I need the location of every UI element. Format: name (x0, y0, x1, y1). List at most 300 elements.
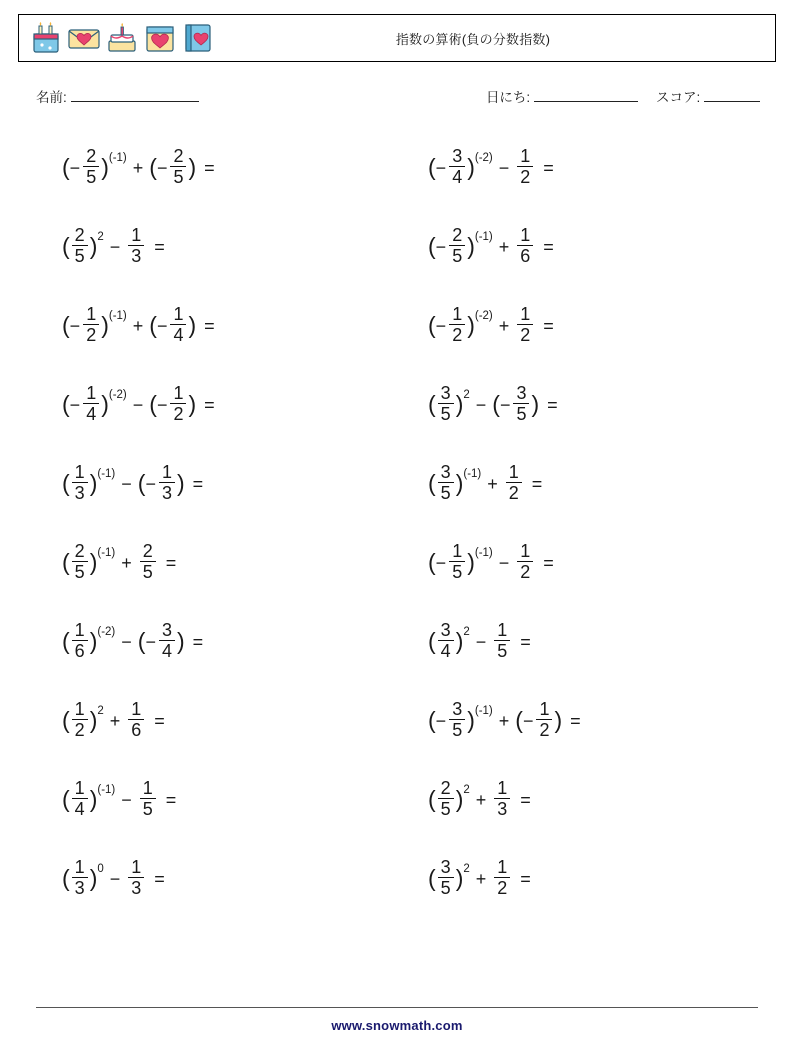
exponent: 2 (463, 862, 470, 875)
fraction-denominator: 4 (74, 799, 85, 819)
open-paren: ( (137, 470, 146, 496)
minus-sign: − (69, 315, 81, 336)
fraction (83, 383, 99, 424)
fraction-numerator: 1 (74, 619, 85, 640)
problem (410, 760, 766, 839)
expression (62, 147, 215, 188)
problem (410, 523, 766, 602)
expression (428, 779, 531, 820)
expression (428, 463, 542, 504)
problem (44, 681, 400, 760)
open-paren: ( (62, 628, 70, 654)
close-paren: ) (89, 865, 98, 891)
minus-sign: − (435, 157, 447, 178)
fraction-numerator: 3 (452, 145, 463, 166)
close-paren: ) (101, 312, 109, 338)
open-paren: ( (428, 233, 436, 259)
fraction-numerator: 1 (131, 856, 142, 877)
fraction-denominator: 5 (86, 167, 97, 187)
exponent: (-1) (474, 546, 493, 559)
expression (428, 621, 531, 662)
fraction-numerator: 3 (440, 461, 451, 482)
date-field-group (486, 86, 638, 106)
operator: − (121, 631, 132, 652)
close-paren: ) (467, 312, 475, 338)
fraction-denominator: 4 (452, 167, 463, 187)
fraction-numerator: 2 (86, 145, 97, 166)
equals-sign: = (543, 315, 554, 336)
operator: − (475, 394, 487, 415)
fraction (72, 541, 88, 582)
fraction-numerator: 1 (86, 303, 97, 324)
exponent: (-1) (97, 546, 116, 559)
exponent: 2 (97, 230, 104, 243)
fraction (128, 225, 144, 266)
fraction-denominator: 5 (452, 562, 463, 582)
close-paren: ) (89, 470, 98, 496)
minus-sign: − (522, 710, 534, 731)
minus-sign: − (69, 157, 81, 178)
fraction-denominator: 5 (516, 404, 527, 424)
fraction-denominator: 2 (173, 404, 184, 424)
minus-sign: − (435, 710, 447, 731)
meta-row (18, 86, 776, 106)
exponent: 2 (463, 388, 470, 401)
open-paren: ( (62, 549, 70, 575)
operator: − (498, 552, 510, 573)
score-label: スコア: (655, 90, 701, 105)
open-paren: ( (149, 312, 157, 338)
problem (410, 839, 766, 918)
equals-sign: = (192, 473, 204, 494)
equals-sign: = (520, 868, 531, 889)
fraction-numerator: 2 (142, 540, 153, 561)
close-paren: ) (455, 628, 464, 654)
equals-sign: = (204, 394, 215, 415)
fraction-numerator: 1 (173, 382, 184, 403)
fraction-denominator: 2 (497, 878, 508, 898)
close-paren: ) (188, 312, 197, 338)
problem (44, 365, 400, 444)
fraction-denominator: 5 (142, 562, 153, 582)
fraction (449, 541, 465, 582)
open-paren: ( (62, 233, 70, 259)
fraction-numerator: 3 (452, 698, 463, 719)
name-input[interactable] (71, 88, 199, 102)
open-paren: ( (62, 391, 70, 417)
problem (44, 760, 400, 839)
fraction (494, 857, 510, 898)
fraction (494, 778, 510, 819)
close-paren: ) (467, 549, 475, 575)
fraction-denominator: 3 (131, 246, 142, 266)
operator: + (475, 789, 487, 810)
exponent: (-2) (97, 625, 116, 638)
operator: − (109, 236, 121, 257)
fraction-denominator: 2 (520, 167, 531, 187)
fraction (140, 541, 156, 582)
fraction-numerator: 1 (497, 619, 508, 640)
fraction-numerator: 2 (74, 224, 85, 245)
candle-cake-icon (29, 21, 63, 55)
operator: + (132, 157, 144, 178)
minus-sign: − (145, 473, 156, 494)
fraction-numerator: 1 (452, 303, 463, 324)
open-paren: ( (62, 707, 70, 733)
fraction (72, 699, 88, 740)
operator: − (121, 789, 132, 810)
exponent: (-1) (463, 467, 482, 480)
open-paren: ( (137, 628, 146, 654)
close-paren: ) (455, 865, 464, 891)
close-paren: ) (554, 707, 563, 733)
operator: + (109, 710, 121, 731)
fraction (449, 146, 465, 187)
problem (44, 444, 400, 523)
fraction-numerator: 3 (440, 382, 451, 403)
fraction-denominator: 4 (173, 325, 184, 345)
fraction (438, 620, 454, 661)
problem (410, 286, 766, 365)
fraction-denominator: 2 (452, 325, 463, 345)
fraction-denominator: 5 (497, 641, 508, 661)
close-paren: ) (89, 549, 98, 575)
fraction-numerator: 3 (516, 382, 527, 403)
fraction (438, 778, 454, 819)
fraction-denominator: 4 (440, 641, 451, 661)
equals-sign: = (543, 552, 554, 573)
fraction (449, 699, 465, 740)
equals-sign: = (204, 315, 215, 336)
exponent: (-1) (474, 230, 493, 243)
operator: + (498, 315, 510, 336)
score-field-group (656, 86, 760, 106)
close-paren: ) (455, 470, 464, 496)
open-paren: ( (62, 154, 70, 180)
expression (428, 147, 554, 188)
operator: + (121, 552, 132, 573)
open-paren: ( (62, 786, 70, 812)
exponent: (-1) (108, 151, 127, 164)
open-paren: ( (428, 154, 436, 180)
fraction (159, 620, 175, 661)
close-paren: ) (101, 391, 109, 417)
equals-sign: = (165, 552, 177, 573)
score-input[interactable] (704, 88, 760, 102)
fraction-numerator: 2 (452, 224, 463, 245)
open-paren: ( (428, 628, 436, 654)
fraction-denominator: 2 (520, 562, 531, 582)
exponent: (-2) (108, 388, 127, 401)
close-paren: ) (89, 233, 98, 259)
operator: − (498, 157, 510, 178)
equals-sign: = (154, 236, 165, 257)
open-paren: ( (428, 312, 436, 338)
fraction-denominator: 5 (142, 799, 153, 819)
expression (62, 384, 215, 425)
fraction-numerator: 2 (440, 777, 451, 798)
fraction-numerator: 1 (452, 540, 463, 561)
fraction-denominator: 6 (520, 246, 531, 266)
fraction-denominator: 5 (74, 246, 85, 266)
fraction (170, 146, 186, 187)
exponent: (-1) (108, 309, 127, 322)
heart-calendar-icon (143, 21, 177, 55)
fraction-denominator: 2 (520, 325, 531, 345)
close-paren: ) (467, 233, 475, 259)
fraction (128, 857, 144, 898)
fraction-denominator: 2 (74, 720, 85, 740)
equals-sign: = (520, 789, 531, 810)
close-paren: ) (467, 154, 475, 180)
fraction-numerator: 1 (161, 461, 172, 482)
fraction-denominator: 3 (131, 878, 142, 898)
expression (62, 542, 176, 583)
site-url: www.snowmath.com (331, 1018, 463, 1033)
equals-sign: = (520, 631, 531, 652)
equals-sign: = (531, 473, 543, 494)
problem (44, 602, 400, 681)
open-paren: ( (428, 391, 436, 417)
fraction (438, 383, 454, 424)
fraction (449, 304, 465, 345)
fraction-numerator: 1 (131, 698, 142, 719)
expression (62, 779, 176, 820)
fraction-numerator: 1 (74, 698, 85, 719)
fraction-denominator: 6 (74, 641, 85, 661)
fraction (438, 857, 454, 898)
fraction (159, 462, 175, 503)
birthday-cake-icon (105, 21, 139, 55)
expression (428, 858, 531, 899)
fraction-numerator: 1 (497, 777, 508, 798)
fraction-numerator: 3 (161, 619, 172, 640)
close-paren: ) (455, 786, 464, 812)
fraction-numerator: 1 (520, 224, 531, 245)
exponent: (-2) (474, 309, 493, 322)
fraction-denominator: 5 (452, 246, 463, 266)
fraction (517, 146, 533, 187)
fraction-numerator: 1 (497, 856, 508, 877)
fraction-numerator: 1 (86, 382, 97, 403)
problem (44, 286, 400, 365)
expression (62, 463, 203, 504)
open-paren: ( (428, 786, 436, 812)
fraction (72, 225, 88, 266)
header-icon-strip (23, 21, 215, 55)
fraction-numerator: 1 (520, 540, 531, 561)
date-input[interactable] (534, 88, 638, 102)
close-paren: ) (89, 786, 98, 812)
fraction (494, 620, 510, 661)
fraction (438, 462, 454, 503)
fraction-denominator: 5 (440, 878, 451, 898)
equals-sign: = (543, 157, 554, 178)
operator: + (498, 236, 510, 257)
expression (428, 384, 558, 425)
minus-sign: − (435, 552, 447, 573)
operator: − (121, 473, 132, 494)
expression (62, 700, 165, 741)
close-paren: ) (101, 154, 109, 180)
fraction-numerator: 1 (508, 461, 519, 482)
fraction-denominator: 4 (86, 404, 97, 424)
equals-sign: = (204, 157, 215, 178)
fraction (72, 778, 88, 819)
open-paren: ( (428, 470, 436, 496)
close-paren: ) (188, 154, 197, 180)
date-label: 日にち: (485, 90, 531, 105)
equals-sign: = (547, 394, 558, 415)
fraction (517, 541, 533, 582)
fraction (72, 462, 88, 503)
fraction-denominator: 6 (131, 720, 142, 740)
problem (44, 523, 400, 602)
operator: + (132, 315, 144, 336)
open-paren: ( (62, 312, 70, 338)
equals-sign: = (154, 868, 165, 889)
exponent: 0 (97, 862, 104, 875)
expression (428, 700, 581, 741)
operator: − (132, 394, 144, 415)
open-paren: ( (428, 549, 436, 575)
fraction-denominator: 3 (497, 799, 508, 819)
fraction-denominator: 5 (74, 562, 85, 582)
problem-grid (18, 128, 776, 918)
problem (44, 207, 400, 286)
close-paren: ) (89, 707, 98, 733)
expression (428, 226, 554, 267)
problem (44, 839, 400, 918)
footer (36, 1007, 758, 1033)
problem (410, 128, 766, 207)
fraction-numerator: 1 (74, 461, 85, 482)
fraction (140, 778, 156, 819)
fraction (72, 857, 88, 898)
footer-divider (36, 1007, 758, 1008)
love-letter-icon (67, 21, 101, 55)
fraction (170, 383, 186, 424)
exponent: (-1) (474, 704, 493, 717)
expression (62, 226, 165, 267)
fraction-denominator: 3 (161, 483, 172, 503)
open-paren: ( (428, 865, 436, 891)
operator: − (475, 631, 487, 652)
exponent: 2 (463, 625, 470, 638)
exponent: (-2) (474, 151, 493, 164)
fraction-numerator: 1 (173, 303, 184, 324)
minus-sign: − (156, 315, 168, 336)
equals-sign: = (543, 236, 554, 257)
fraction-numerator: 2 (173, 145, 184, 166)
fraction (83, 146, 99, 187)
fraction (72, 620, 88, 661)
fraction-numerator: 1 (74, 777, 85, 798)
heart-book-icon (181, 21, 215, 55)
minus-sign: − (435, 236, 447, 257)
operator: − (109, 868, 121, 889)
problem (44, 128, 400, 207)
fraction-denominator: 5 (440, 483, 451, 503)
open-paren: ( (492, 391, 500, 417)
open-paren: ( (62, 865, 70, 891)
fraction-denominator: 5 (440, 799, 451, 819)
minus-sign: − (69, 394, 81, 415)
fraction (83, 304, 99, 345)
fraction-denominator: 5 (440, 404, 451, 424)
fraction-numerator: 1 (74, 856, 85, 877)
exponent: 2 (463, 783, 470, 796)
fraction-numerator: 1 (142, 777, 153, 798)
exponent: 2 (97, 704, 104, 717)
fraction-denominator: 4 (161, 641, 172, 661)
expression (428, 305, 554, 346)
exponent: (-1) (97, 467, 116, 480)
fraction (449, 225, 465, 266)
operator: + (498, 710, 510, 731)
close-paren: ) (176, 628, 185, 654)
open-paren: ( (149, 391, 157, 417)
name-label: 名前: (36, 90, 67, 105)
fraction-denominator: 5 (452, 720, 463, 740)
equals-sign: = (154, 710, 165, 731)
fraction-numerator: 1 (520, 303, 531, 324)
expression (428, 542, 554, 583)
fraction-numerator: 1 (539, 698, 550, 719)
minus-sign: − (145, 631, 156, 652)
operator: + (475, 868, 487, 889)
fraction (536, 699, 552, 740)
fraction-denominator: 2 (508, 483, 519, 503)
close-paren: ) (455, 391, 464, 417)
fraction-numerator: 3 (440, 856, 451, 877)
fraction-numerator: 3 (440, 619, 451, 640)
expression (62, 858, 165, 899)
equals-sign: = (165, 789, 177, 810)
operator: + (487, 473, 498, 494)
open-paren: ( (428, 707, 436, 733)
fraction-numerator: 1 (131, 224, 142, 245)
header (18, 14, 776, 62)
exponent: (-1) (97, 783, 116, 796)
name-field-group (36, 86, 199, 106)
fraction (517, 225, 533, 266)
close-paren: ) (467, 707, 475, 733)
minus-sign: − (156, 157, 168, 178)
minus-sign: − (499, 394, 511, 415)
fraction-denominator: 3 (74, 878, 85, 898)
fraction (128, 699, 144, 740)
fraction-denominator: 3 (74, 483, 85, 503)
fraction (513, 383, 529, 424)
close-paren: ) (89, 628, 98, 654)
open-paren: ( (515, 707, 523, 733)
problem (410, 444, 766, 523)
expression (62, 305, 215, 346)
expression (62, 621, 203, 662)
fraction (517, 304, 533, 345)
problem (410, 365, 766, 444)
open-paren: ( (62, 470, 70, 496)
problem (410, 602, 766, 681)
problem (410, 207, 766, 286)
fraction-denominator: 2 (86, 325, 97, 345)
fraction (506, 462, 522, 503)
fraction (170, 304, 186, 345)
open-paren: ( (149, 154, 157, 180)
fraction-numerator: 2 (74, 540, 85, 561)
minus-sign: − (435, 315, 447, 336)
